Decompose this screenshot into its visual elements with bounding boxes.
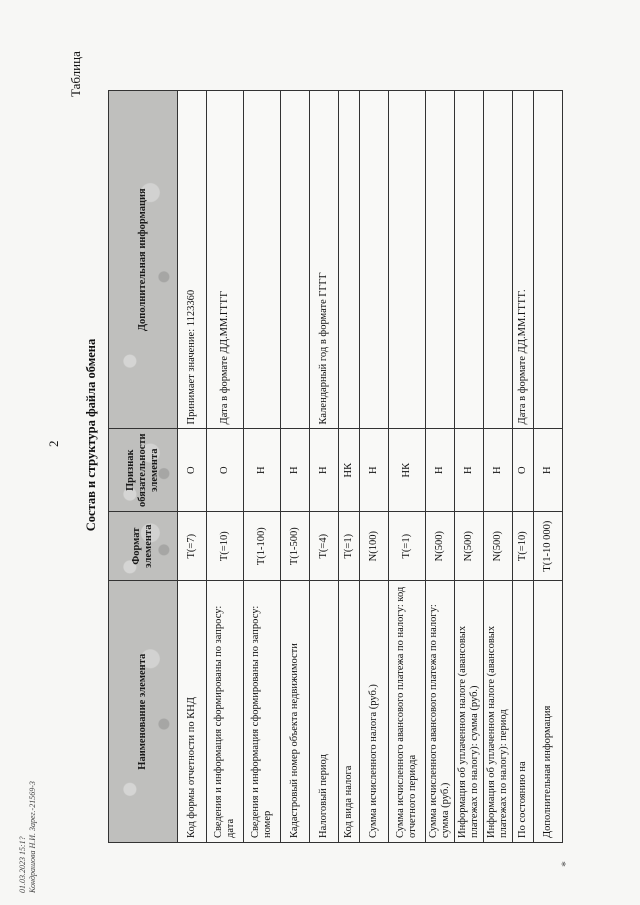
cell-required: Н [484, 429, 513, 512]
table-row [310, 91, 339, 843]
table-caption: Таблица [68, 51, 83, 97]
cell-name: Налоговый период [310, 581, 339, 843]
cell-required: О [207, 429, 244, 512]
cell-required: Н [310, 429, 339, 512]
cell-name: Сведения и информация сформированы по запросу: дата [207, 581, 244, 843]
header-name: Наименование элемента [109, 581, 178, 843]
cell-required: Н [281, 429, 310, 512]
table-row [455, 91, 484, 843]
page-number: 2 [46, 440, 61, 447]
cell-required: НК [339, 429, 360, 512]
footer-stamp [18, 781, 37, 893]
cell-name: Дополнительная информация [534, 581, 563, 843]
cell-format: N(500) [455, 511, 484, 580]
table-row [178, 91, 207, 843]
cell-format: T(1-500) [281, 511, 310, 580]
cell-info [426, 91, 455, 429]
cell-name: Кадастровый номер объекта недвижимости [281, 581, 310, 843]
cell-name: Информация об уплаченном налоге (авансовых платежах по налогу): сумма (руб.) [455, 581, 484, 843]
cell-format: T(=10) [513, 511, 534, 580]
header-required: Признак обязательности элемента [109, 429, 178, 512]
table-row [244, 91, 281, 843]
cell-name: Сумма исчисленного налога (руб.) [360, 581, 389, 843]
cell-format: T(=1) [339, 511, 360, 580]
cell-format: N(500) [484, 511, 513, 580]
cell-info: Дата в формате ДД.ММ.ГГГГ [207, 91, 244, 429]
cell-required: Н [360, 429, 389, 512]
cell-format: T(1-10 000) [534, 511, 563, 580]
table-row [360, 91, 389, 843]
handwritten-mark: * [558, 861, 572, 867]
table-row [339, 91, 360, 843]
footer-date: 01.03.2023 15:1? [18, 836, 27, 893]
cell-format: T(=4) [310, 511, 339, 580]
header-format: Формат элемента [109, 511, 178, 580]
cell-required: О [513, 429, 534, 512]
table-row [513, 91, 534, 843]
cell-format: N(500) [426, 511, 455, 580]
cell-name: Информация об уплаченном налоге (авансовых платежах по налогу): период [484, 581, 513, 843]
cell-required: Н [426, 429, 455, 512]
table-title: Состав и структура файла обмена [84, 338, 98, 532]
cell-required: Н [455, 429, 484, 512]
table-row [534, 91, 563, 843]
cell-format: T(=10) [207, 511, 244, 580]
table-row [281, 91, 310, 843]
footer-executor: Кондрашова Н.И. Зарег.-21569-3 [27, 781, 37, 893]
cell-info [244, 91, 281, 429]
table-row [426, 91, 455, 843]
cell-info [484, 91, 513, 429]
cell-required: О [178, 429, 207, 512]
cell-info [360, 91, 389, 429]
table-row [207, 91, 244, 843]
cell-name: По состоянию на [513, 581, 534, 843]
cell-name: Сведения и информация сформированы по запросу: номер [244, 581, 281, 843]
cell-info [389, 91, 426, 429]
cell-format: T(=7) [178, 511, 207, 580]
cell-required: Н [244, 429, 281, 512]
cell-format: N(100) [360, 511, 389, 580]
cell-name: Код вида налога [339, 581, 360, 843]
cell-info [281, 91, 310, 429]
cell-info: Дата в формате ДД.ММ.ГГГГ. [513, 91, 534, 429]
cell-info [534, 91, 563, 429]
header-info: Дополнительная информация [109, 91, 178, 429]
table-row [389, 91, 426, 843]
table-header-row [109, 91, 178, 843]
cell-info [455, 91, 484, 429]
cell-info: Принимает значение: 1123360 [178, 91, 207, 429]
cell-format: T(1-100) [244, 511, 281, 580]
table-row [484, 91, 513, 843]
cell-required: НК [389, 429, 426, 512]
exchange-file-structure-table [108, 90, 563, 843]
cell-name: Сумма исчисленного авансового платежа по налогу: код отчетного периода [389, 581, 426, 843]
cell-name: Код формы отчетности по КНД [178, 581, 207, 843]
cell-required: Н [534, 429, 563, 512]
cell-name: Сумма исчисленного авансового платежа по налогу: сумма (руб.) [426, 581, 455, 843]
cell-info [339, 91, 360, 429]
cell-format: T(=1) [389, 511, 426, 580]
cell-info: Календарный год в формате ГГГГ [310, 91, 339, 429]
